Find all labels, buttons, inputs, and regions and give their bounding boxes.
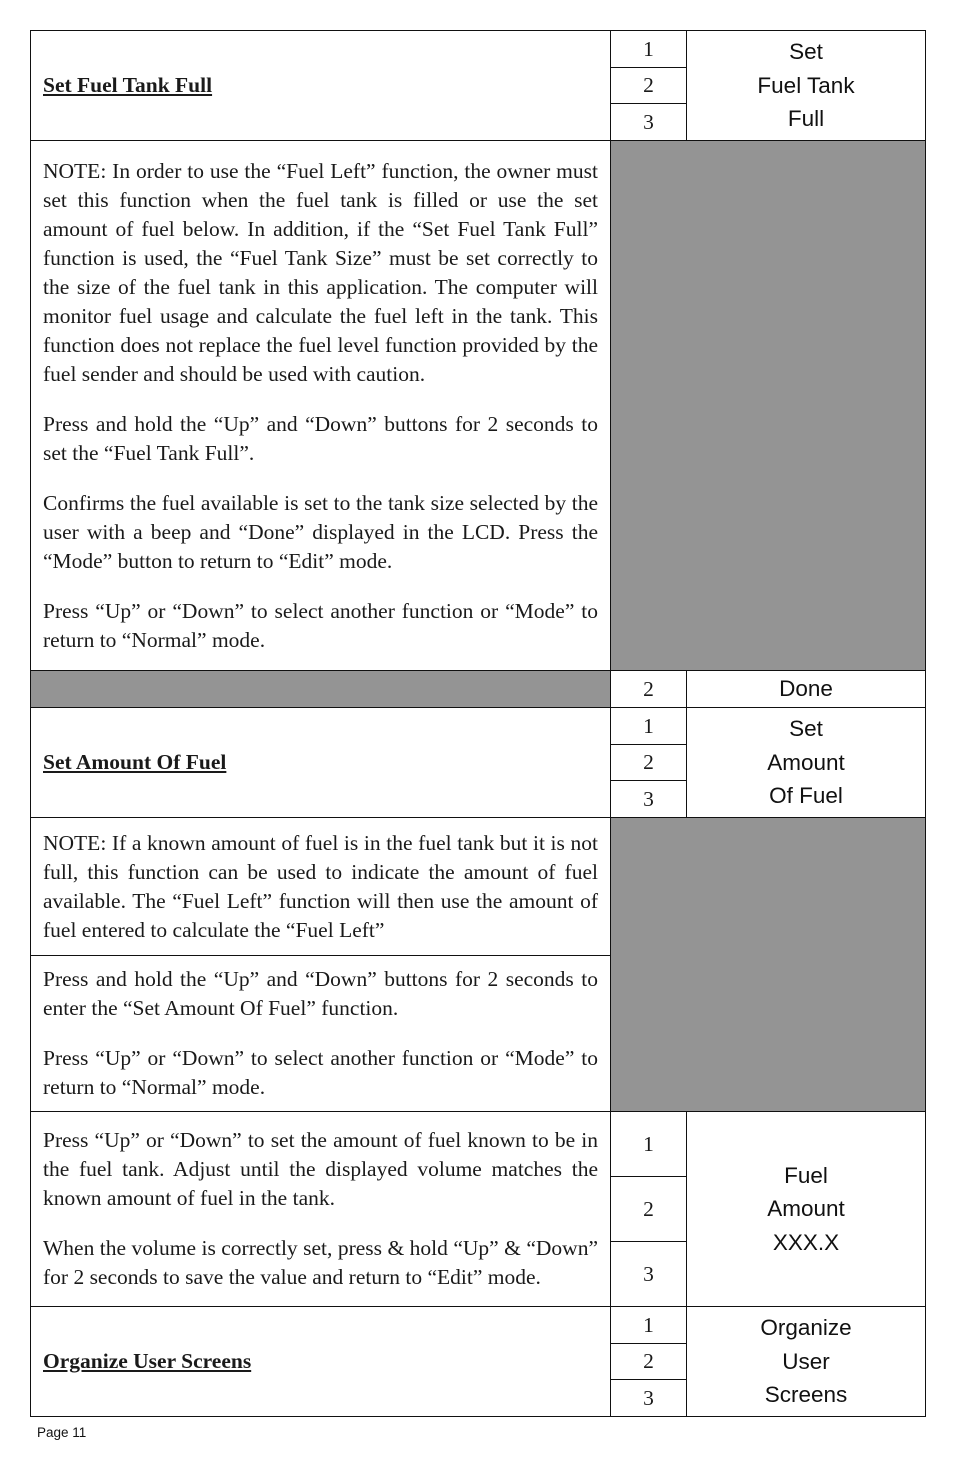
lcd-line: Full [787,106,825,132]
lcd-display-amount-of-fuel [687,708,926,818]
step-number: 1 [611,31,687,68]
step-number: 1 [611,708,687,745]
instruction-paragraph: Press “Up” or “Down” to select another function or “Mode” to return to “Normal” mode. [43,598,598,652]
amount-of-fuel-title: Set Amount Of Fuel [31,708,611,818]
lcd-line: XXX.X [772,1229,840,1255]
organize-screens-title: Organize User Screens [31,1307,611,1417]
lcd-line: Set [789,716,823,742]
step-number: 1 [611,1112,687,1177]
lcd-line: Fuel Tank [757,72,855,98]
instruction-paragraph: When the volume is correctly set, press & hold “Up” & “Down” for 2 seconds to save the value and return to “Edit” mode. [43,1236,598,1289]
lcd-display-fuel-amount [687,1112,926,1307]
lcd-line: Amount [767,749,845,775]
lcd-line: Organize [760,1315,852,1341]
step-number: 2 [611,68,687,104]
amount-of-fuel-note: NOTE: If a known amount of fuel is in the fuel tank but it is not full, this function can be used to indicate the amount of fuel available. The “Fuel Left” function will then use the amount of fuel entered to calculate the “Fuel Left” [31,818,611,956]
note-paragraph: NOTE: In order to use the “Fuel Left” function, the owner must set this function when the fuel tank is filled or use the set amount of fuel below. In addition, if the “Set Fuel Tank Full” function is used, the “Fuel Tank Size” must be set correctly to the size of the fuel tank in this application. The computer will monitor fuel usage and calculate the fuel left in the tank. This function does not replace the fuel level function provided by the fuel sender and should be used with caution. [43,158,598,386]
step-number: 2 [611,1344,687,1380]
lcd-line: Fuel [784,1162,828,1188]
lcd-display-done: Done [687,671,926,708]
adjust-amount-instructions [31,1112,611,1307]
step-number: 3 [611,781,687,818]
gray-filler [31,671,611,708]
lcd-line: Amount [767,1196,845,1222]
page-number: Page 11 [37,1425,87,1440]
instruction-paragraph: Press and hold the “Up” and “Down” buttons for 2 seconds to enter the “Set Amount Of Fuel” function. [43,967,598,1020]
lcd-line: Set [789,39,823,65]
fuel-tank-full-title: Set Fuel Tank Full [31,31,611,141]
lcd-display-organize [687,1307,926,1417]
instruction-paragraph: Confirms the fuel available is set to the tank size selected by the user with a beep and “Done” displayed in the LCD. Press the “Mode” button to return to “Edit” mode. [43,490,598,573]
instruction-paragraph: Press and hold the “Up” and “Down” buttons for 2 seconds to set the “Fuel Tank Full”. [43,411,598,465]
step-number: 3 [611,104,687,141]
lcd-line: Screens [764,1382,848,1408]
lcd-line: User [782,1348,830,1374]
step-number: 2 [611,1177,687,1242]
step-number: 3 [611,1380,687,1417]
instruction-table [30,30,926,1417]
gray-filler [611,818,926,1112]
step-number: 3 [611,1242,687,1307]
amount-of-fuel-instructions [31,956,611,1112]
lcd-line: Of Fuel [769,783,843,809]
step-number: 1 [611,1307,687,1344]
instruction-paragraph: Press “Up” or “Down” to set the amount of fuel known to be in the fuel tank. Adjust until the displayed volume matches the known amount of fuel in the tank. [43,1128,598,1210]
step-number: 2 [611,671,687,708]
fuel-tank-full-description [31,141,611,671]
instruction-paragraph: Press “Up” or “Down” to select another function or “Mode” to return to “Normal” mode. [43,1046,598,1099]
step-number: 2 [611,745,687,781]
lcd-display-fuel-tank-full [687,31,926,141]
gray-filler [611,141,926,671]
